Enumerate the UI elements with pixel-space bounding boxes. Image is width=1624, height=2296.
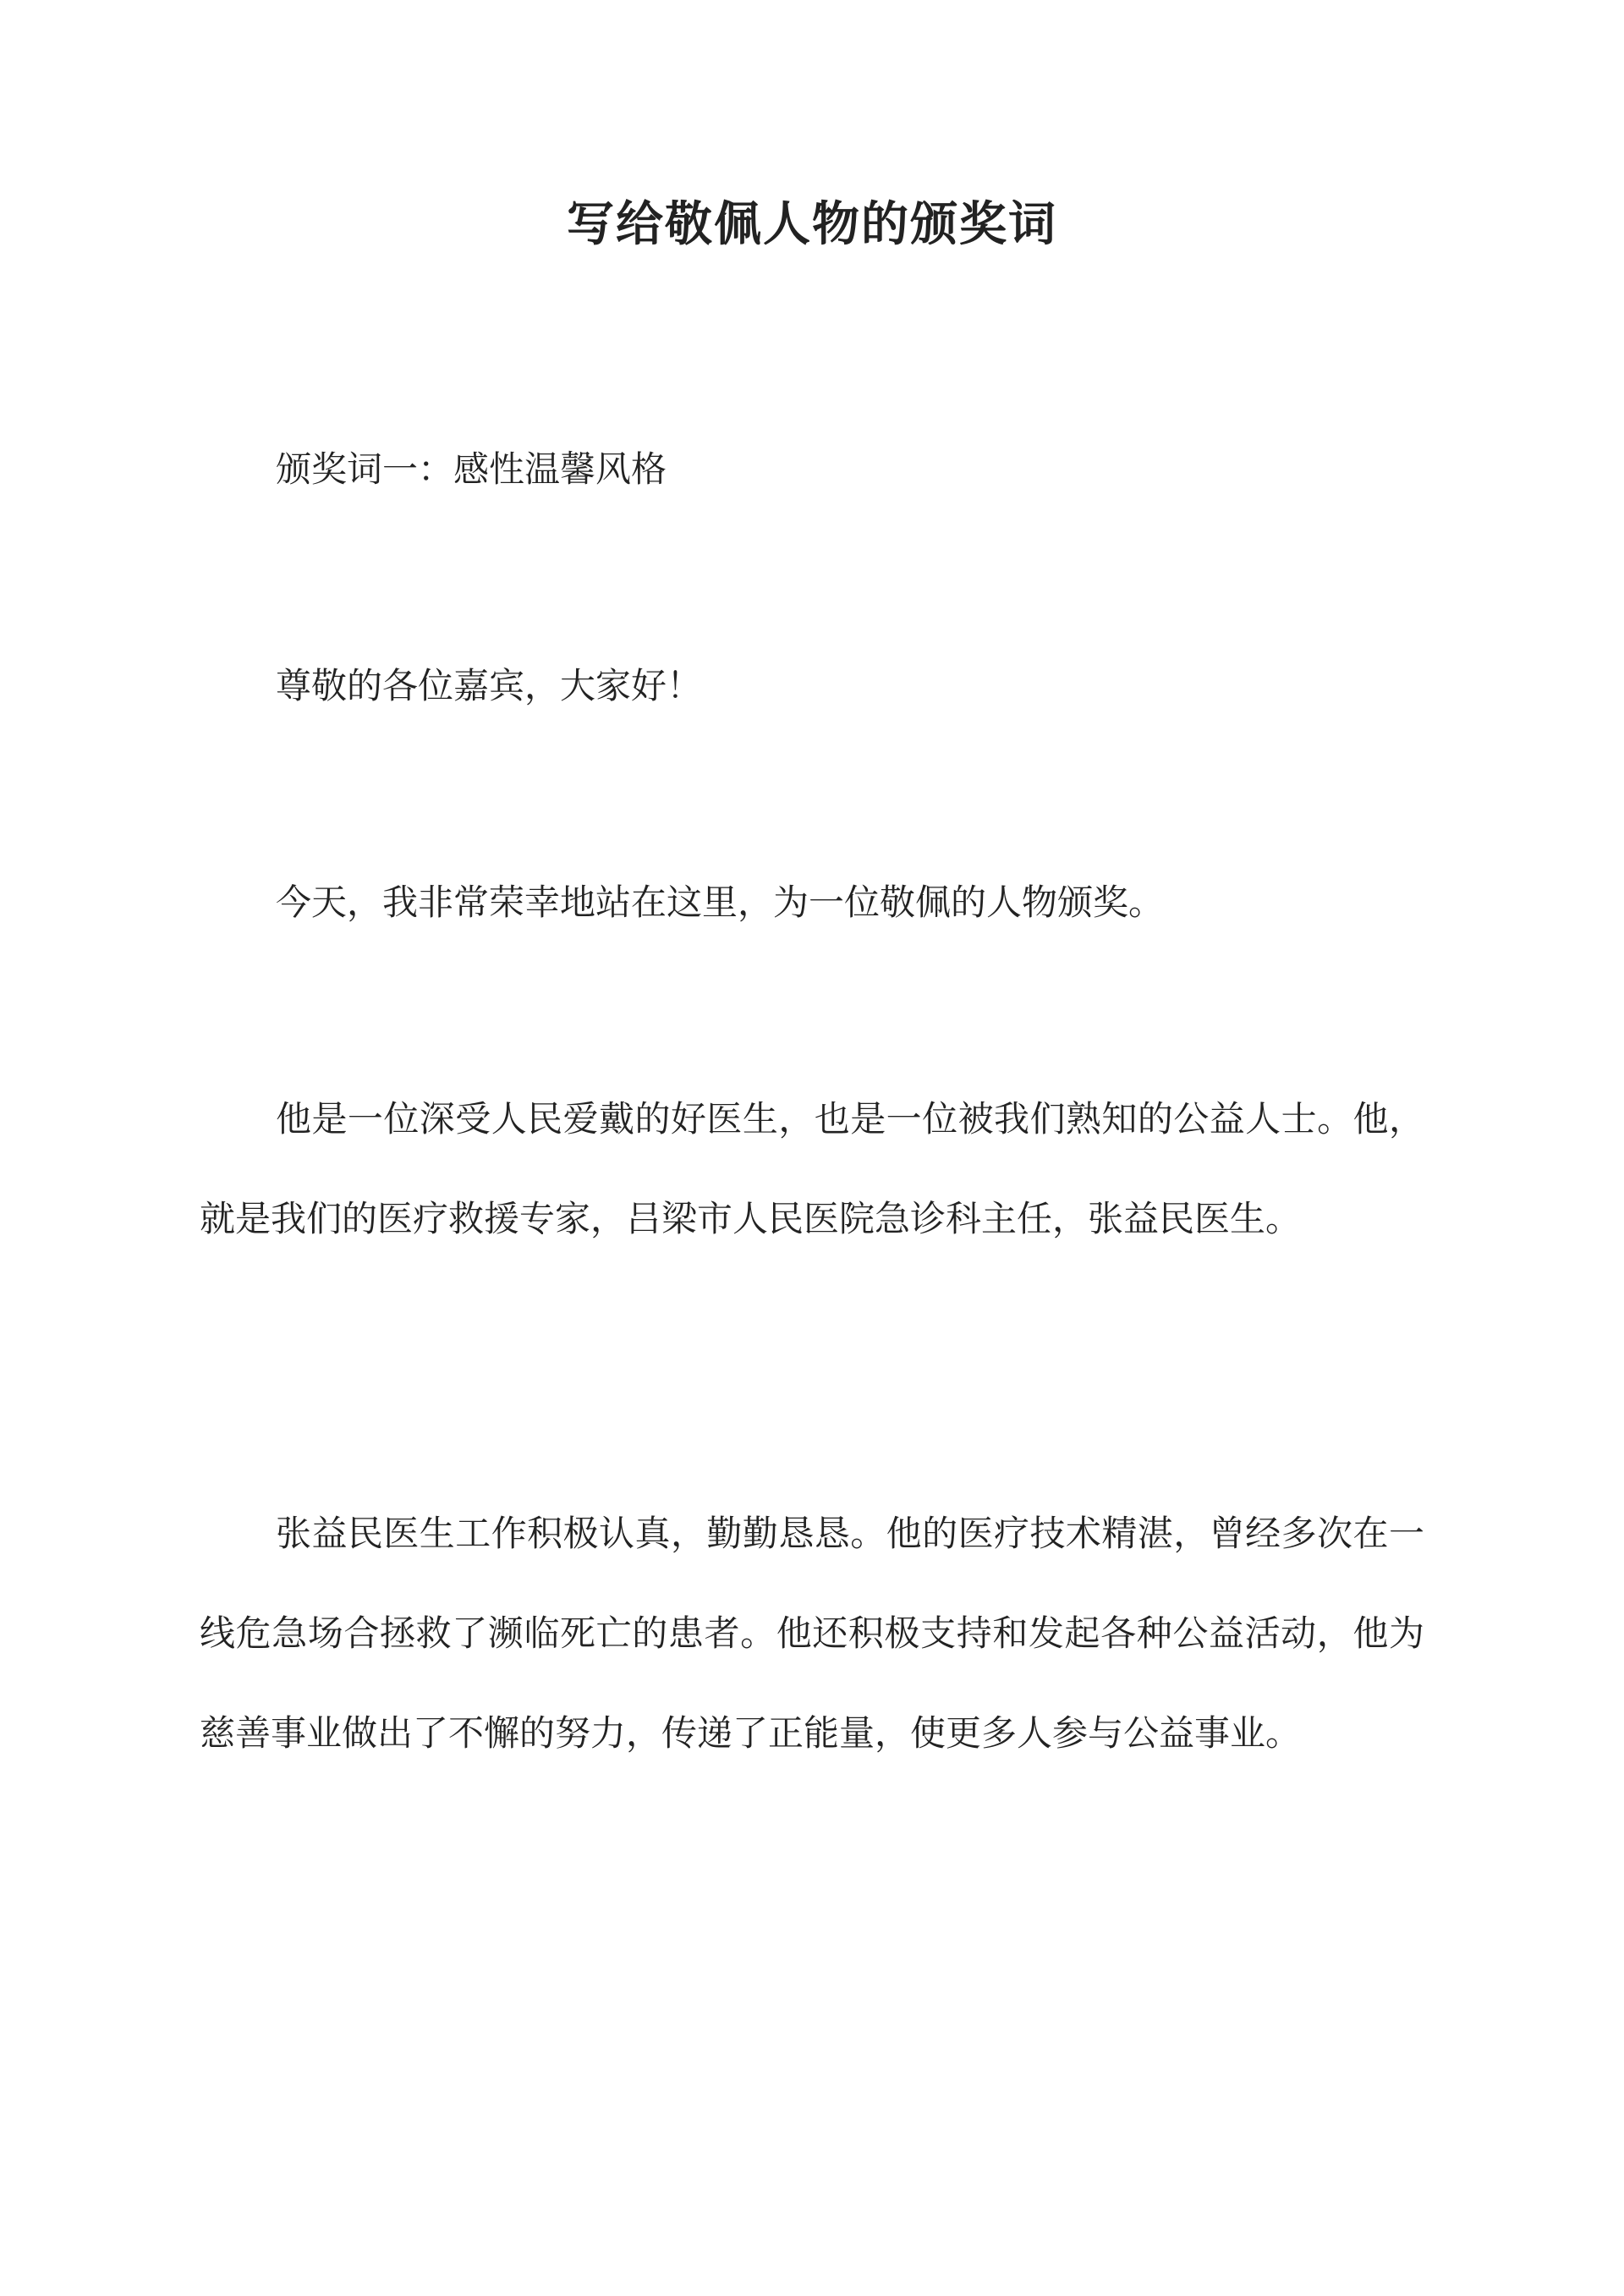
greeting-paragraph: 尊敬的各位嘉宾，大家好！ bbox=[276, 665, 703, 706]
intro-paragraph: 今天，我非常荣幸地站在这里，为一位敬佩的人物颁奖。 bbox=[276, 882, 1165, 923]
body-paragraph-introduction: 他是一位深受人民爱戴的好医生，也是一位被我们熟知的公益人士。他，就是我们的医疗救援专家，吕梁市人民医院急诊科主任，张益民医生。 bbox=[200, 1098, 1424, 1239]
document-title: 写给敬佩人物的颁奖词 bbox=[567, 196, 1057, 252]
body-paragraph-achievements: 张益民医生工作积极认真，勤勤恳恳。他的医疗技术精湛，曾经多次在一线危急场合拯救了濒临死亡的患者。他还积极支持和发起各种公益活动，他为慈善事业做出了不懈的努力，传递了正能量，使更多人参与公益事业。 bbox=[200, 1513, 1424, 1754]
section-heading: 颁奖词一：感性温馨风格 bbox=[276, 448, 667, 490]
